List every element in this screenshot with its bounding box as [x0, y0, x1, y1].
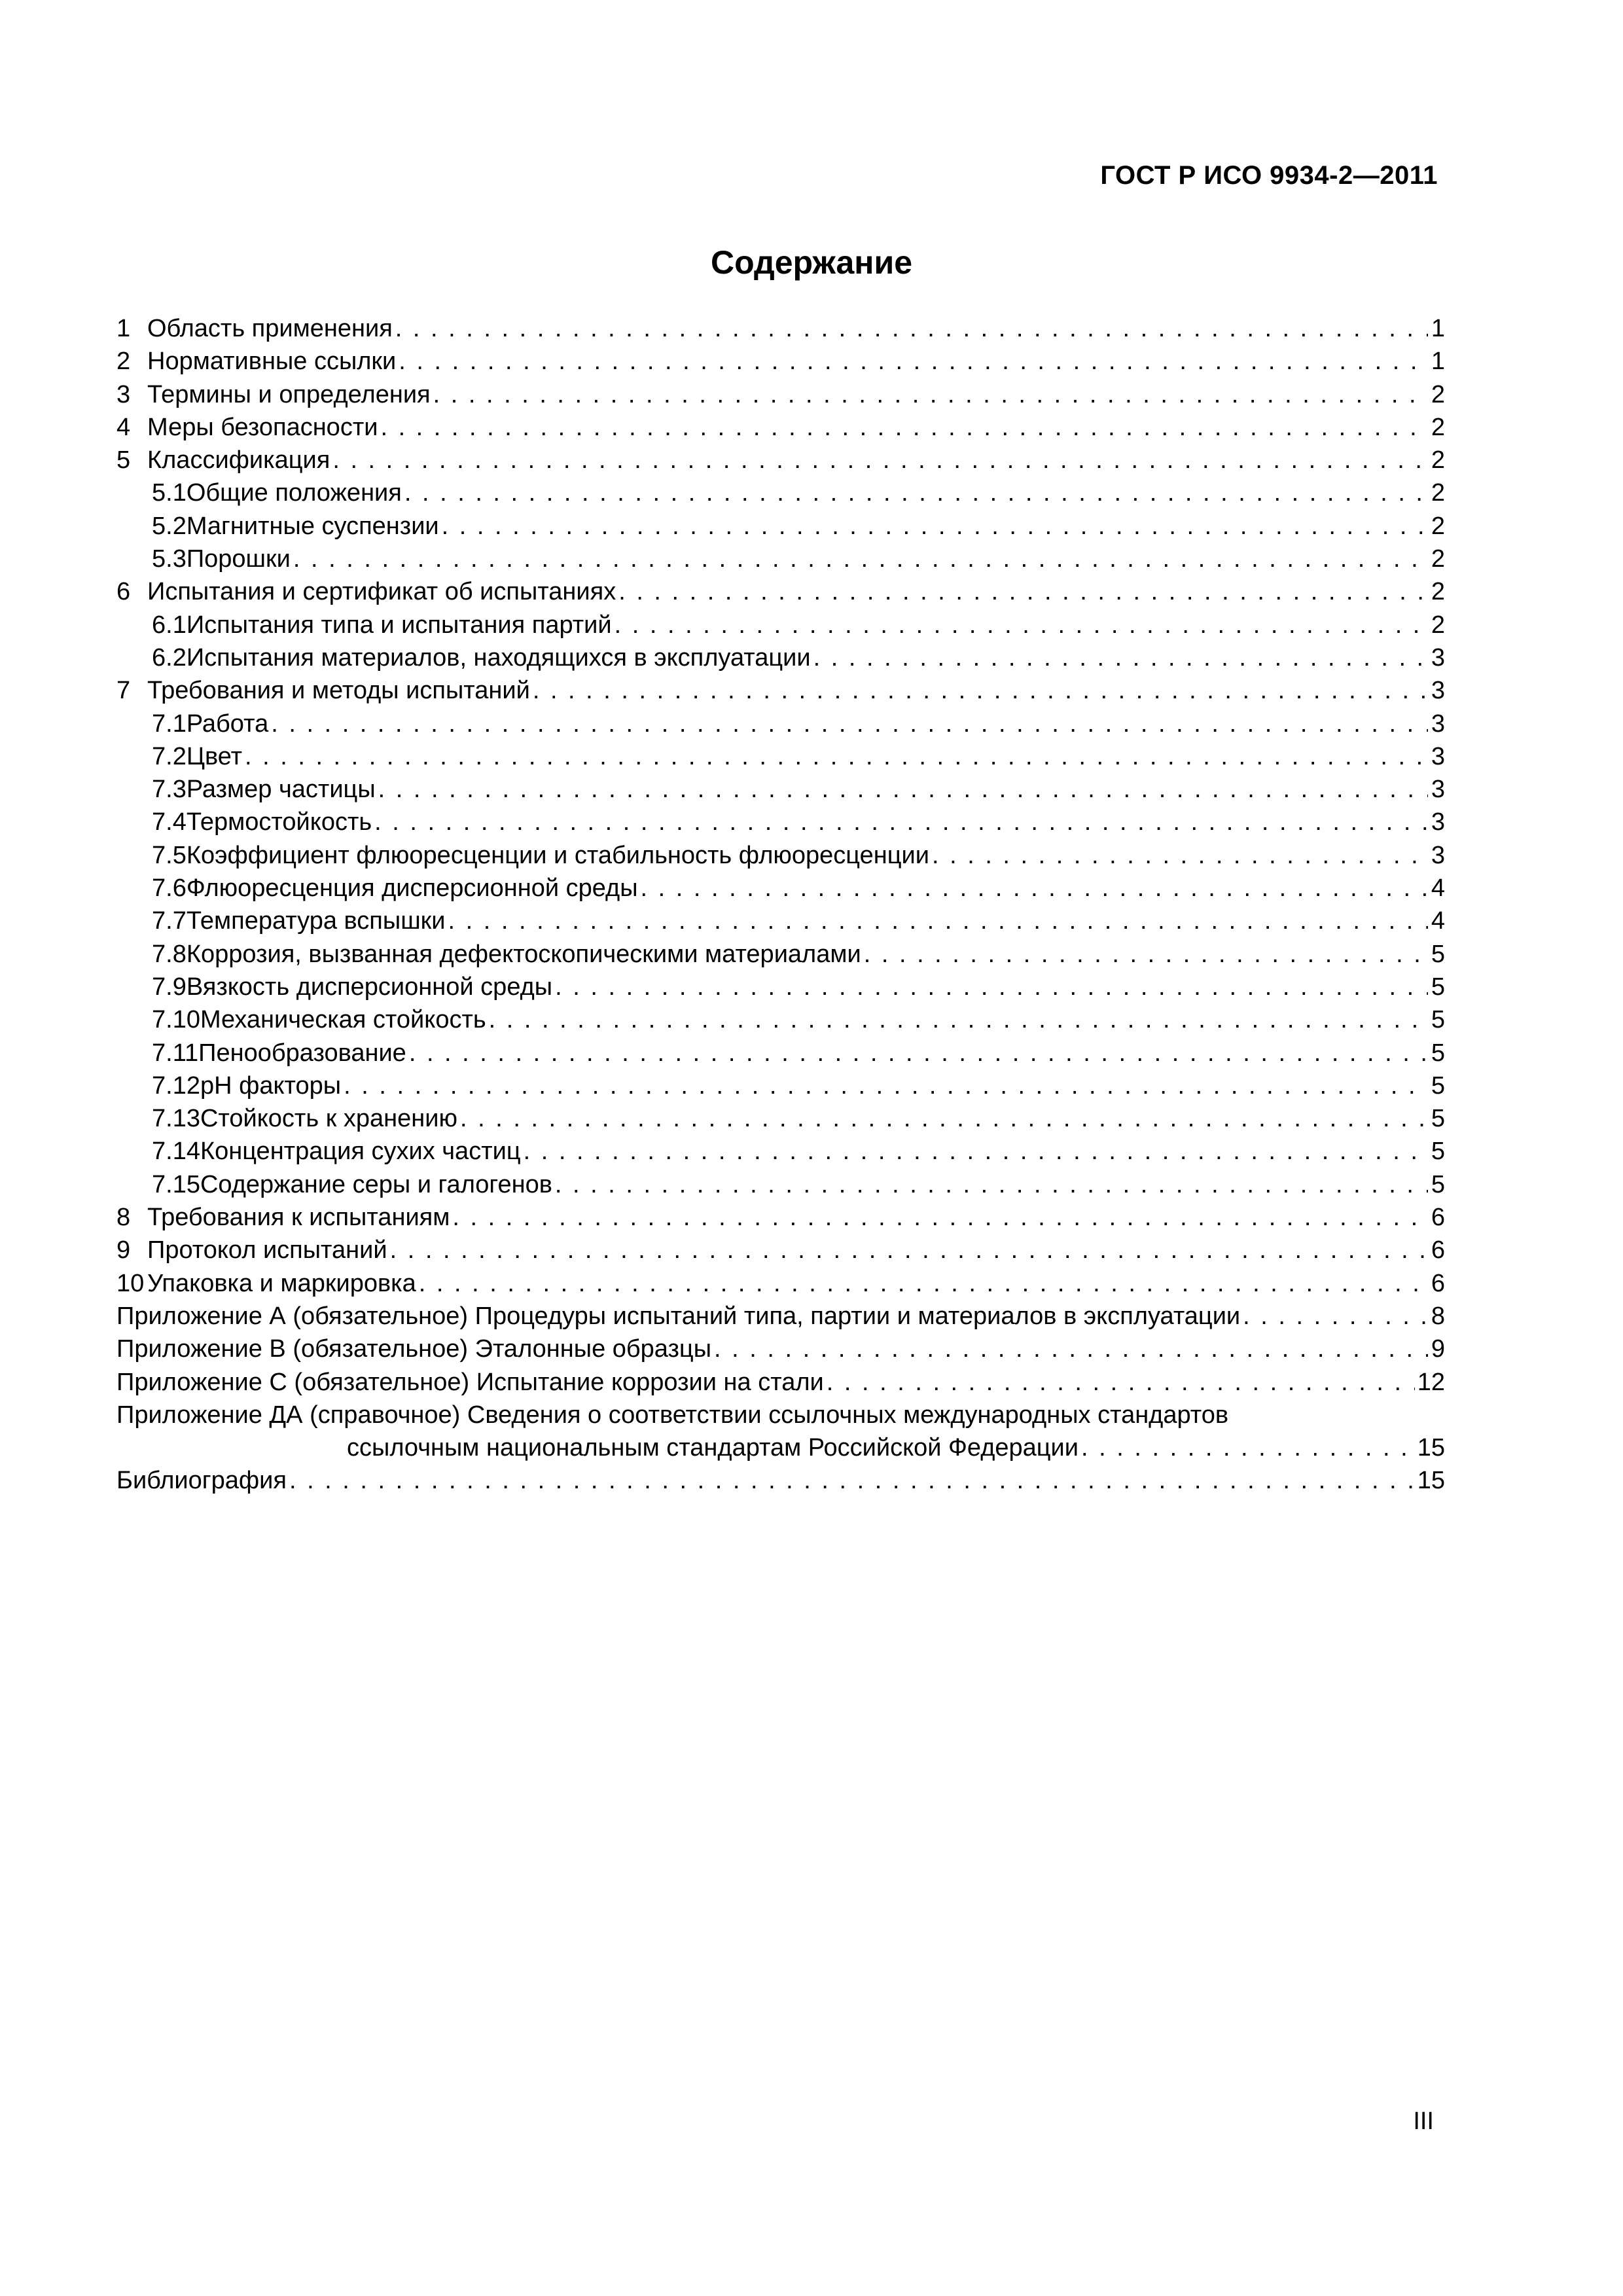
toc-entry-number: 7.1	[152, 709, 187, 738]
toc-entry-page: 8	[1431, 1302, 1445, 1330]
document-code: ГОСТ Р ИСО 9934-2—2011	[1100, 161, 1438, 190]
toc-leader-dots	[419, 1267, 1428, 1300]
toc-leader-dots	[618, 575, 1428, 608]
toc-leader-dots	[932, 839, 1428, 872]
toc-entry-page: 2	[1431, 578, 1445, 606]
toc-entry-page: 2	[1431, 380, 1445, 408]
toc-leader-dots	[245, 740, 1428, 773]
toc-entry-page: 5	[1431, 1105, 1445, 1133]
toc-entry[interactable]	[116, 1135, 1445, 1168]
toc-leader-dots	[293, 543, 1428, 575]
toc-entry-page: 5	[1431, 1170, 1445, 1198]
toc-entry-number: 7.11	[152, 1039, 199, 1067]
toc-entry-page: 5	[1431, 973, 1445, 1001]
toc-entry-number: 7.13	[152, 1105, 200, 1133]
toc-entry-number: 1	[116, 315, 131, 342]
toc-entry-label: Приложение В (обязательное) Эталонные образцы	[116, 1335, 712, 1363]
toc-entry-label: pH факторы	[200, 1071, 342, 1100]
toc-leader-dots	[404, 476, 1428, 509]
toc-entry-number: 2	[116, 348, 131, 376]
toc-leader-dots	[460, 1102, 1428, 1135]
toc-entry-number: 3	[116, 380, 131, 408]
toc-entry-number: 5.3	[152, 545, 187, 573]
toc-entry[interactable]	[116, 510, 1445, 543]
toc-entry[interactable]	[116, 1366, 1445, 1399]
toc-entry[interactable]	[116, 938, 1445, 971]
toc-entry[interactable]	[116, 575, 1445, 608]
table-of-contents	[116, 312, 1445, 1498]
toc-entry-label: Испытания и сертификат об испытаниях	[147, 578, 616, 606]
toc-entry-page: 9	[1431, 1335, 1445, 1363]
toc-entry[interactable]	[116, 806, 1445, 838]
toc-entry-number: 7.8	[152, 940, 187, 968]
toc-entry-label: Упаковка и маркировка	[147, 1269, 416, 1297]
toc-entry-page: 3	[1431, 841, 1445, 869]
toc-leader-dots	[378, 773, 1428, 806]
toc-entry-number: 7.14	[152, 1138, 200, 1166]
toc-entry-page: 4	[1431, 874, 1445, 903]
toc-entry[interactable]	[116, 378, 1445, 411]
toc-entry-label: Приложение ДА (справочное) Сведения о соответствии ссылочных международных стандартов	[116, 1401, 1229, 1429]
toc-leader-dots	[714, 1333, 1428, 1365]
toc-entry[interactable]	[116, 1201, 1445, 1234]
toc-entry[interactable]	[116, 1003, 1445, 1036]
toc-entry-number: 7.4	[152, 808, 187, 836]
toc-entry[interactable]	[116, 905, 1445, 937]
toc-entry-label: Механическая стойкость	[200, 1006, 486, 1034]
toc-entry-number: 5	[116, 446, 131, 475]
toc-entry-page: 15	[1417, 1434, 1445, 1462]
toc-entry-page: 1	[1431, 348, 1445, 376]
toc-entry-label: Приложение С (обязательное) Испытание коррозии на стали	[116, 1368, 824, 1396]
toc-entry-label: Концентрация сухих частиц	[200, 1138, 521, 1166]
toc-entry-label: Стойкость к хранению	[200, 1105, 457, 1133]
toc-leader-dots	[399, 345, 1428, 378]
toc-leader-dots	[380, 411, 1428, 444]
toc-entry-number: 7.6	[152, 874, 187, 903]
toc-entry[interactable]	[116, 740, 1445, 773]
toc-entry[interactable]	[116, 1069, 1445, 1102]
toc-entry-number: 7	[116, 677, 131, 705]
toc-entry-label: Термостойкость	[186, 808, 372, 836]
toc-entry-page: 15	[1417, 1467, 1445, 1495]
toc-leader-dots	[332, 444, 1428, 476]
toc-entry-page: 2	[1431, 479, 1445, 507]
toc-leader-dots	[395, 312, 1428, 345]
toc-leader-dots	[615, 609, 1428, 641]
toc-entry-label: Вязкость дисперсионной среды	[186, 973, 553, 1001]
toc-leader-dots	[390, 1234, 1428, 1266]
toc-entry[interactable]	[116, 1267, 1445, 1300]
toc-entry[interactable]	[116, 1464, 1445, 1497]
toc-entry-label: Порошки	[186, 545, 291, 573]
toc-entry-number: 7.3	[152, 776, 187, 804]
toc-entry[interactable]	[116, 1102, 1445, 1135]
toc-entry-label: Коэффициент флюоресценции и стабильность флюоресценции	[186, 841, 929, 869]
toc-leader-dots	[555, 1168, 1428, 1201]
toc-entry-page: 2	[1431, 545, 1445, 573]
toc-entry[interactable]	[116, 641, 1445, 674]
toc-entry-page: 5	[1431, 1138, 1445, 1166]
toc-entry-page: 2	[1431, 446, 1445, 475]
toc-entry-number: 7.2	[152, 742, 187, 770]
toc-entry-page: 3	[1431, 643, 1445, 672]
toc-entry[interactable]	[116, 1037, 1445, 1069]
toc-leader-dots	[374, 806, 1428, 838]
toc-entry-number: 4	[116, 413, 131, 441]
toc-entry[interactable]	[116, 1234, 1445, 1266]
toc-entry-number: 5.2	[152, 512, 187, 540]
toc-entry-number: 7.5	[152, 841, 187, 869]
toc-entry-number: 6.2	[152, 643, 187, 672]
toc-entry-label: Нормативные ссылки	[147, 348, 397, 376]
toc-entry[interactable]	[116, 872, 1445, 905]
toc-entry-page: 1	[1431, 315, 1445, 342]
toc-entry-number: 7.15	[152, 1170, 200, 1198]
toc-entry-page: 3	[1431, 709, 1445, 738]
toc-entry[interactable]	[116, 411, 1445, 444]
toc-entry[interactable]	[116, 444, 1445, 476]
toc-leader-dots	[448, 905, 1428, 937]
page-number: III	[1413, 2108, 1434, 2135]
toc-entry-label: Размер частицы	[186, 776, 376, 804]
toc-entry-page: 6	[1431, 1204, 1445, 1232]
toc-leader-dots	[344, 1069, 1428, 1102]
toc-entry-label: Требования к испытаниям	[147, 1204, 450, 1232]
toc-entry-page: 3	[1431, 808, 1445, 836]
toc-entry-page: 12	[1417, 1368, 1445, 1396]
toc-entry-label: Требования и методы испытаний	[147, 677, 530, 705]
toc-entry-page: 3	[1431, 776, 1445, 804]
toc-entry-label: Общие положения	[186, 479, 402, 507]
toc-entry-page: 2	[1431, 512, 1445, 540]
toc-entry[interactable]	[116, 773, 1445, 806]
toc-leader-dots	[827, 1366, 1415, 1399]
toc-entry-number: 8	[116, 1204, 131, 1232]
toc-entry[interactable]	[116, 708, 1445, 740]
toc-leader-dots	[442, 510, 1428, 543]
toc-entry-number: 7.10	[152, 1006, 200, 1034]
toc-entry-label: Приложение А (обязательное) Процедуры испытаний типа, партии и материалов в эксплуатации	[116, 1302, 1241, 1330]
toc-leader-dots	[864, 938, 1428, 971]
toc-entry-label: Флюоресценция дисперсионной среды	[186, 874, 638, 903]
toc-leader-dots	[533, 674, 1428, 707]
toc-entry[interactable]	[116, 971, 1445, 1003]
toc-entry-label: Температура вспышки	[186, 907, 446, 935]
toc-leader-dots	[271, 708, 1428, 740]
toc-entry-page: 5	[1431, 1039, 1445, 1067]
toc-leader-dots	[1243, 1300, 1428, 1333]
toc-entry[interactable]	[116, 609, 1445, 641]
toc-entry-page: 5	[1431, 1006, 1445, 1034]
toc-entry-number: 10	[116, 1269, 145, 1297]
toc-entry[interactable]	[116, 1333, 1445, 1365]
toc-leader-dots	[813, 641, 1428, 674]
toc-entry-page: 6	[1431, 1269, 1445, 1297]
toc-entry-page: 5	[1431, 940, 1445, 968]
toc-entry[interactable]	[116, 312, 1445, 345]
toc-entry-label: Меры безопасности	[147, 413, 378, 441]
toc-entry-label: Магнитные суспензии	[186, 512, 439, 540]
toc-leader-dots	[452, 1201, 1428, 1234]
toc-leader-dots	[524, 1135, 1428, 1168]
toc-entry[interactable]	[116, 543, 1445, 575]
toc-entry[interactable]	[116, 476, 1445, 509]
toc-entry[interactable]	[116, 1168, 1445, 1201]
toc-leader-dots	[1081, 1431, 1415, 1464]
toc-entry-label-continuation: ссылочным национальным стандартам Российской Федерации	[347, 1434, 1079, 1462]
toc-entry-number: 7.9	[152, 973, 187, 1001]
toc-leader-dots	[641, 872, 1428, 905]
toc-entry-label: Пенообразование	[198, 1039, 406, 1067]
toc-entry-number: 7.7	[152, 907, 187, 935]
toc-entry[interactable]	[116, 674, 1445, 707]
toc-entry-page: 4	[1431, 907, 1445, 935]
toc-entry-page: 3	[1431, 677, 1445, 705]
toc-leader-dots	[433, 378, 1428, 411]
toc-entry-label: Цвет	[186, 742, 242, 770]
toc-entry-page: 3	[1431, 742, 1445, 770]
toc-entry[interactable]	[116, 839, 1445, 872]
toc-entry-label: Работа	[186, 709, 269, 738]
toc-entry-page: 2	[1431, 413, 1445, 441]
toc-entry-page: 2	[1431, 611, 1445, 639]
toc-entry-label: Протокол испытаний	[147, 1236, 387, 1265]
toc-entry-number: 9	[116, 1236, 131, 1265]
toc-leader-dots	[289, 1464, 1415, 1497]
toc-leader-dots	[409, 1037, 1428, 1069]
toc-leader-dots	[489, 1003, 1428, 1036]
toc-leader-dots	[555, 971, 1428, 1003]
toc-entry-number: 6	[116, 578, 131, 606]
toc-entry[interactable]	[116, 1300, 1445, 1333]
toc-entry-number: 5.1	[152, 479, 187, 507]
toc-entry-label: Испытания материалов, находящихся в эксплуатации	[186, 643, 811, 672]
toc-entry-label: Содержание серы и галогенов	[200, 1170, 552, 1198]
toc-entry[interactable]	[116, 345, 1445, 378]
toc-entry-number: 7.12	[152, 1071, 200, 1100]
toc-entry-label: Классификация	[147, 446, 330, 475]
toc-entry-label: Испытания типа и испытания партий	[186, 611, 612, 639]
toc-entry-label: Термины и определения	[147, 380, 431, 408]
toc-entry[interactable]	[116, 1399, 1445, 1465]
toc-entry-label: Область применения	[147, 315, 393, 342]
toc-entry-label: Коррозия, вызванная дефектоскопическими материалами	[186, 940, 861, 968]
toc-entry-label: Библиография	[116, 1467, 287, 1495]
toc-entry-number: 6.1	[152, 611, 187, 639]
toc-entry-page: 6	[1431, 1236, 1445, 1265]
page-title: Содержание	[710, 244, 913, 281]
toc-entry-page: 5	[1431, 1071, 1445, 1100]
